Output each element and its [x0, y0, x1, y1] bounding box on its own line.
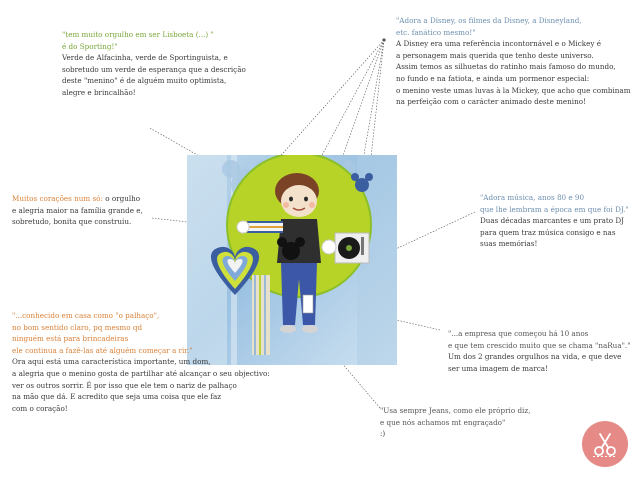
- sporting-body-1: Verde de Alfacinha, verde de Sportinguista, e: [62, 53, 228, 63]
- disney-body-3: Assim temos as silhuetas do ratinho mais famoso do mundo,: [396, 62, 616, 72]
- narua-quote-2: e que tem crescido muito que se chama "naRua".": [448, 340, 631, 350]
- sporting-body-3: deste "menino" é de alguém muito optimista,: [62, 76, 227, 86]
- clown-body-3: ver os outros sorrir. É por isso que ele tem o nariz de palhaço: [12, 380, 237, 390]
- annotation-sporting: [62, 29, 246, 99]
- annotation-hearts: [12, 193, 143, 228]
- jeans-quote-2: e que nós achamos mt engraçado": [380, 417, 506, 427]
- scissors-icon: [590, 429, 620, 459]
- annotation-disney: [396, 15, 631, 108]
- annotation-jeans: [380, 405, 530, 440]
- narua-body-1: Um dos 2 grandes orgulhos na vida, e que deve: [448, 352, 622, 362]
- disney-body-2: a personagem mais querida que tenho deste universo.: [396, 50, 594, 60]
- hearts-body-1: e alegria maior na família grande e,: [12, 205, 143, 215]
- music-quote-2: que lhe lembram a época em que foi DJ.": [480, 204, 629, 214]
- clown-body-2: a alegria que o menino gosta de partilhar até alcançar o seu objectivo:: [12, 368, 270, 378]
- clown-body-4: na mão que dá. E acredito que seja uma coisa que ele faz: [12, 392, 222, 402]
- music-quote-1: "Adora música, anos 80 e 90: [480, 193, 585, 202]
- sporting-body-4: alegre e brincalhão!: [62, 87, 136, 97]
- narua-body-2: ser uma imagem de marca!: [448, 363, 548, 373]
- sporting-body-2: sobretudo um verde de esperança que a descrição: [62, 64, 246, 74]
- disney-body-5: o menino veste umas luvas à la Mickey, que acho que combinam: [396, 85, 631, 95]
- music-body-1: Duas décadas marcantes e um prato DJ: [480, 216, 624, 226]
- jeans-body-1: :): [380, 429, 386, 439]
- clown-quote-3: ninguém está para brincadeiras: [12, 334, 129, 344]
- annotation-narua: [448, 328, 631, 374]
- clown-body-1: Ora aqui está uma característica importante, um dom,: [12, 357, 211, 367]
- hearts-body-2: sobretudo, bonita que construiu.: [12, 217, 132, 227]
- disney-quote-2: etc. fanático mesmo!": [396, 27, 476, 37]
- clown-body-5: com o coração!: [12, 403, 68, 413]
- music-body-3: suas memórias!: [480, 239, 538, 249]
- disney-body-1: A Disney era uma referência incontornável e o Mickey é: [396, 39, 601, 49]
- clown-quote-1: "...conhecido em casa como "o palhaço",: [12, 311, 160, 320]
- annotation-clown: [12, 310, 270, 414]
- jeans-quote-1: "Usa sempre Jeans, como ele próprio diz,: [380, 406, 531, 415]
- hearts-lead: Muitos corações num só:: [12, 194, 103, 203]
- music-body-2: para quem traz música consigo e nas: [480, 227, 616, 237]
- scissors-logo: [582, 421, 628, 467]
- sporting-quote-2: é do Sporting!": [62, 41, 118, 51]
- clown-quote-2: no bom sentido claro, pq mesmo qd: [12, 322, 143, 332]
- clown-quote-4: ele continua a fazê-las até alguém começar a rir.": [12, 345, 193, 355]
- disney-body-4: no fundo e na fatiota, e ainda um pormenor especial:: [396, 73, 590, 83]
- disney-body-6: na perfeição com o carácter animado deste menino!: [396, 97, 586, 107]
- sporting-quote-1: "tem muito orgulho em ser Lisboeta (...) ": [62, 30, 214, 39]
- annotation-music: [480, 192, 629, 250]
- narua-quote-1: "...a empresa que começou há 10 anos: [448, 329, 589, 338]
- disney-quote-1: "Adora a Disney, os filmes da Disney, a Disneyland,: [396, 16, 582, 25]
- hearts-lead-rest: o orgulho: [102, 194, 141, 203]
